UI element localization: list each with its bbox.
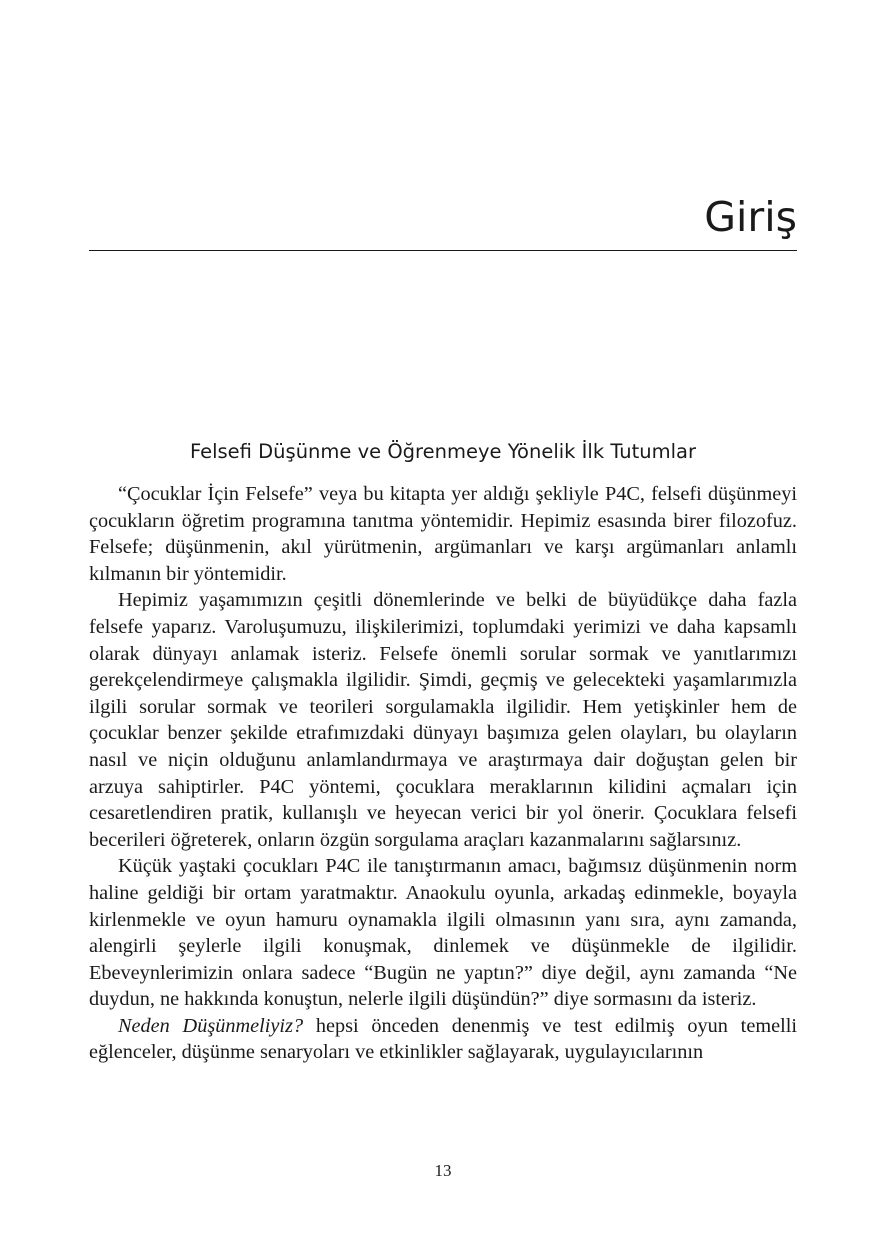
chapter-title: Giriş bbox=[704, 193, 797, 241]
paragraph-4 bbox=[89, 1013, 797, 1066]
section-heading: Felsefi Düşünme ve Öğrenmeye Yönelik İlk Tutumlar bbox=[189, 440, 697, 463]
paragraph-3: Küçük yaştaki çocukları P4C ile tanıştırmanın amacı, bağımsız düşünmenin norm haline geldiği bir ortam yaratmaktır. Anaokulu oyunla, arkadaş edinmekle, boyayla kirlenmekle ve oyun hamuru oynamakla ilgili olmasının yanı sıra, aynı zamanda, alengirli şeylerle ilgili konuşmak, dinlemek ve düşünmekle de ilgilidir. Ebeveynlerimizin onlara sadece “Bugün ne yaptın?” diye değil, aynı zamanda “Ne duydun, ne hakkında konuştun, nelerle ilgili düşündün?” diye sormasını da isteriz. bbox=[89, 855, 797, 1011]
body-text bbox=[89, 481, 797, 1066]
page-number: 13 bbox=[434, 1161, 452, 1180]
book-title-italic: Neden Düşünmeliyiz? bbox=[118, 1014, 304, 1037]
paragraph-4-text: hepsi önceden denenmiş ve test edilmiş oyun temelli eğlenceler, düşünme senaryoları ve etkinlikler sağlayarak, uygulayıcılarının bbox=[89, 1014, 797, 1064]
title-underline-rule bbox=[89, 250, 797, 251]
paragraph-2: Hepimiz yaşamımızın çeşitli dönemlerinde ve belki de büyüdükçe daha fazla felsefe yaparız. Varoluşumuzu, ilişkilerimizi, toplumdaki yerimizi ve daha kapsamlı olarak dünyayı anlamak isteriz. Felsefe önemli sorular sormak ve yanıtlarımızı gerekçelendirmeye çalışmakla ilgilidir. Şimdi, geçmiş ve gelecekteki yaşamlarımızla ilgili sorular sormak ve teorileri sorgulamakla ilgilidir. Hem yetişkinler hem de çocuklar benzer şekilde etrafımızdaki dünyayı başımıza gelen olayları, bu olayların nasıl ve niçin olduğunu anlamlandırmaya ve araştırmaya dair doğuştan gelen bir arzuya sahiptirler. P4C yöntemi, çocuklara meraklarının kilidini açmaları için cesaretlendiren pratik, kullanışlı ve heyecan verici bir yol önerir. Çocuklara felsefi becerileri öğreterek, onların özgün sorgulama araçları kazanmalarını sağlarsınız. bbox=[89, 589, 797, 851]
paragraph-1: “Çocuklar İçin Felsefe” veya bu kitapta yer aldığı şekliyle P4C, felsefi düşünmeyi çocukların öğretim programına tanıtma yöntemidir. Hepimiz esasında birer filozofuz. Felsefe; düşünmenin, akıl yürütmenin, argümanları ve karşı argümanları anlamlı kılmanın bir yöntemidir. bbox=[89, 483, 797, 585]
